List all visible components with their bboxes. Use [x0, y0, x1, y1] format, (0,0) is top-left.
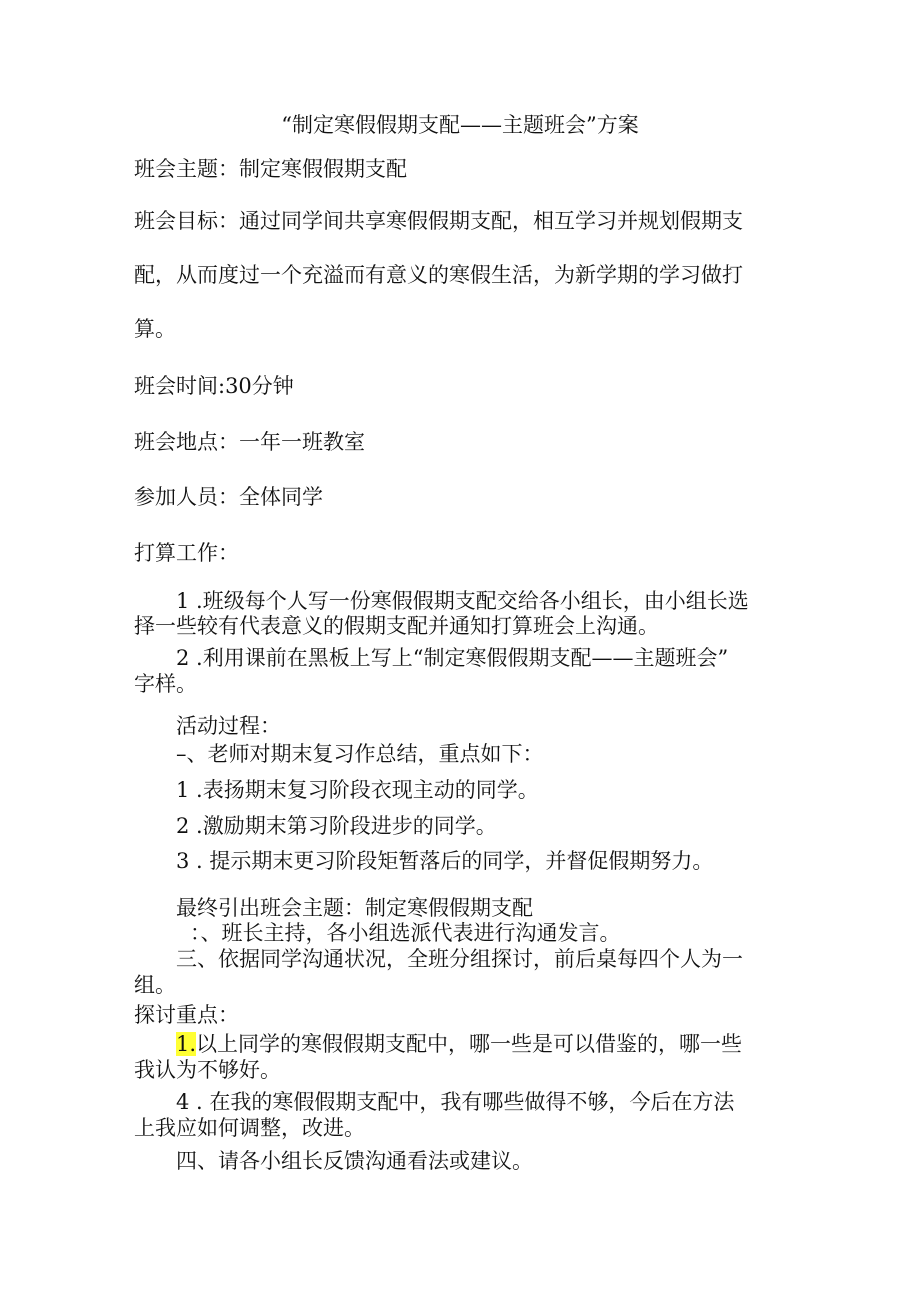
- meeting-theme: 班会主题：制定寒假假期支配: [134, 157, 407, 181]
- preparation-item-2-line-2: 字样。: [134, 672, 197, 696]
- activity-lead-theme: 最终引出班会主题：制定寒假假期支配: [176, 896, 533, 920]
- meeting-goal-line-1: 班会目标：通过同学间共享寒假假期支配，相互学习并规划假期支: [134, 209, 743, 233]
- meeting-time: 班会时间:30分钟: [134, 374, 294, 398]
- highlighted-number: 1.: [176, 1032, 197, 1056]
- meeting-place: 班会地点：一年一班教室: [134, 430, 365, 454]
- activity-step-3-line-2: 组。: [134, 973, 176, 997]
- preparation-item-1-line-2: 择一些较有代表意义的假期支配并通知打算班会上沟通。: [134, 614, 659, 638]
- activity-step-4: 四、请各小组长反馈沟通看法或建议。: [176, 1149, 533, 1173]
- preparation-heading: 打算工作：: [134, 541, 239, 565]
- activity-step-1-item-2: 2 .激励期末第习阶段进步的同学。: [176, 814, 497, 838]
- activity-heading: 活动过程：: [176, 714, 281, 738]
- discussion-item-1-text: 以上同学的寒假假期支配中，哪一些是可以借鉴的，哪一些: [196, 1032, 743, 1056]
- activity-step-1-item-1: 1 .表扬期末复习阶段衣现主动的同学。: [176, 778, 539, 802]
- discussion-item-1-line-1: [176, 1031, 742, 1057]
- document-title: “制定寒假假期支配——主题班会”方案: [281, 113, 639, 137]
- preparation-item-1-line-1: 1 .班级每个人写一份寒假假期支配交给各小组长，由小组长选: [176, 589, 749, 613]
- discussion-heading: 探讨重点：: [134, 1003, 239, 1027]
- activity-step-2: ：、班长主持，各小组选派代表进行沟通发言。: [190, 921, 621, 945]
- meeting-goal-line-2: 配，从而度过一个充溢而有意义的寒假生活，为新学期的学习做打: [134, 263, 743, 287]
- meeting-goal-line-3: 算。: [134, 317, 176, 341]
- discussion-item-2-line-1: 4 . 在我的寒假假期支配中，我有哪些做得不够，今后在方法: [176, 1090, 735, 1114]
- preparation-item-2-line-1: 2 .利用课前在黑板上写上“制定寒假假期支配——主题班会”: [176, 646, 729, 670]
- activity-step-1-item-3: 3 . 提示期末更习阶段矩暂落后的同学，并督促假期努力。: [176, 849, 714, 873]
- discussion-item-2-line-2: 上我应如何调整，改进。: [134, 1116, 365, 1140]
- discussion-item-1-line-2: 我认为不够好。: [134, 1058, 281, 1082]
- activity-step-1: –、老师对期末复习作总结，重点如下：: [176, 742, 544, 766]
- activity-step-3-line-1: 三、依据同学沟通状况，全班分组探讨，前后桌每四个人为一: [176, 947, 743, 971]
- meeting-participants: 参加人员：全体同学: [134, 485, 323, 509]
